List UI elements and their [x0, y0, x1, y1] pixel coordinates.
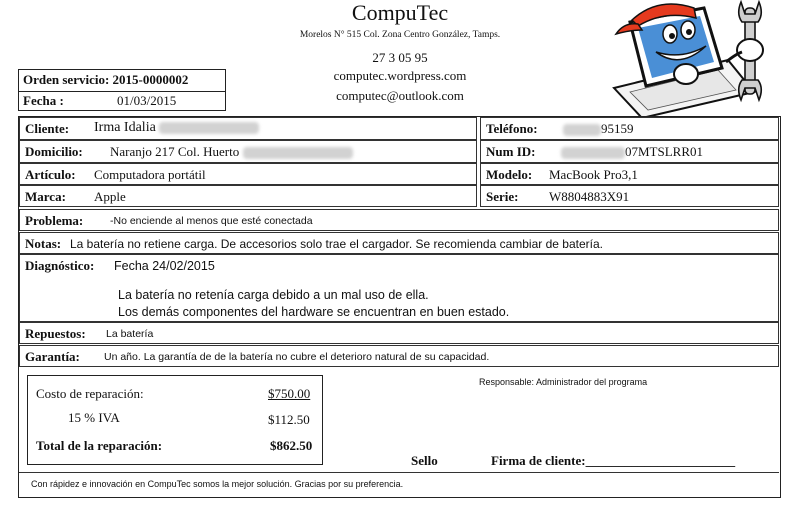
laptop-mascot-icon — [608, 0, 780, 118]
problem-label: Problema: — [25, 213, 84, 228]
client-signature-line: Firma de cliente:_______________________ — [491, 453, 736, 468]
client-label: Cliente: — [25, 121, 70, 136]
num-id-row — [480, 140, 779, 163]
total-repair-value: $862.50 — [270, 438, 313, 453]
brand-label: Marca: — [25, 189, 66, 204]
company-website: computec.wordpress.com — [333, 68, 467, 83]
article-label: Artículo: — [25, 167, 76, 182]
company-address: Morelos N° 515 Col. Zona Centro González, Tamps. — [299, 30, 501, 40]
brand-value: Apple — [94, 189, 126, 204]
phone-value: 95159 — [563, 121, 634, 137]
parts-value: La batería — [106, 328, 154, 340]
diagnosis-row — [19, 254, 779, 322]
order-date-label: Fecha : — [23, 93, 64, 108]
parts-row — [19, 322, 779, 344]
notes-value: La batería no retiene carga. De accesorios solo trae el cargador. Se recomienda cambiar de batería. — [70, 237, 603, 251]
responsible-text: Responsable: Administrador del programa — [479, 377, 648, 387]
total-repair-label: Total de la reparación: — [36, 438, 163, 453]
num-id-label: Num ID: — [486, 144, 536, 159]
repair-cost-value: $750.00 — [268, 386, 311, 401]
serial-value: W8804883X91 — [549, 189, 630, 204]
company-email: computec@outlook.com — [336, 88, 464, 103]
order-info-box — [18, 69, 226, 111]
model-row — [480, 163, 779, 185]
notes-label: Notas: — [25, 236, 62, 251]
seal-label: Sello — [411, 453, 438, 468]
repair-cost-label: Costo de reparación: — [36, 386, 144, 401]
article-row — [19, 163, 477, 185]
company-name: CompuTec — [351, 0, 449, 25]
notes-row — [19, 232, 779, 254]
cost-summary-box — [27, 375, 323, 465]
model-label: Modelo: — [486, 167, 533, 182]
service-form — [18, 116, 781, 498]
address-row — [19, 140, 477, 163]
footer-note: Con rápidez e innovación en CompuTec somos la mejor solución. Gracias por su preferencia. — [31, 479, 404, 489]
service-order-value: 2015-0000002 — [112, 72, 189, 87]
phone-label: Teléfono: — [486, 121, 538, 136]
order-date-value: 01/03/2015 — [117, 93, 177, 108]
parts-label: Repuestos: — [25, 326, 86, 341]
client-row — [19, 117, 477, 140]
iva-value: $112.50 — [268, 412, 310, 427]
service-order-label: Orden servicio: — [23, 72, 110, 87]
article-value: Computadora portátil — [94, 167, 206, 182]
num-id-value: 07MTSLRR01 — [561, 144, 703, 160]
client-value: Irma Idalia — [94, 120, 259, 136]
serial-label: Serie: — [486, 189, 519, 204]
diagnosis-date: Fecha 24/02/2015 — [114, 259, 215, 273]
phone-row — [480, 117, 779, 140]
warranty-label: Garantía: — [25, 349, 80, 364]
diagnosis-label: Diagnóstico: — [25, 258, 95, 273]
brand-row — [19, 185, 477, 207]
warranty-value: Un año. La garantía de de la batería no cubre el deterioro natural de su capacidad. — [104, 351, 490, 363]
address-label: Domicilio: — [25, 144, 83, 159]
order-date-row — [23, 93, 177, 109]
company-phone: 27 3 05 95 — [372, 50, 428, 65]
model-value: MacBook Pro3,1 — [549, 167, 638, 182]
serial-row — [480, 185, 779, 207]
problem-value: -No enciende al menos que esté conectada — [110, 215, 313, 227]
warranty-row — [19, 345, 779, 367]
problem-row — [19, 209, 779, 231]
service-order-row — [23, 72, 188, 88]
iva-label: 15 % IVA — [68, 410, 120, 425]
diagnosis-line-1: La batería no retenía carga debido a un mal uso de ella. — [118, 288, 429, 302]
diagnosis-line-2: Los demás componentes del hardware se encuentran en buen estado. — [118, 305, 510, 319]
address-value: Naranjo 217 Col. Huerto — [110, 144, 353, 160]
